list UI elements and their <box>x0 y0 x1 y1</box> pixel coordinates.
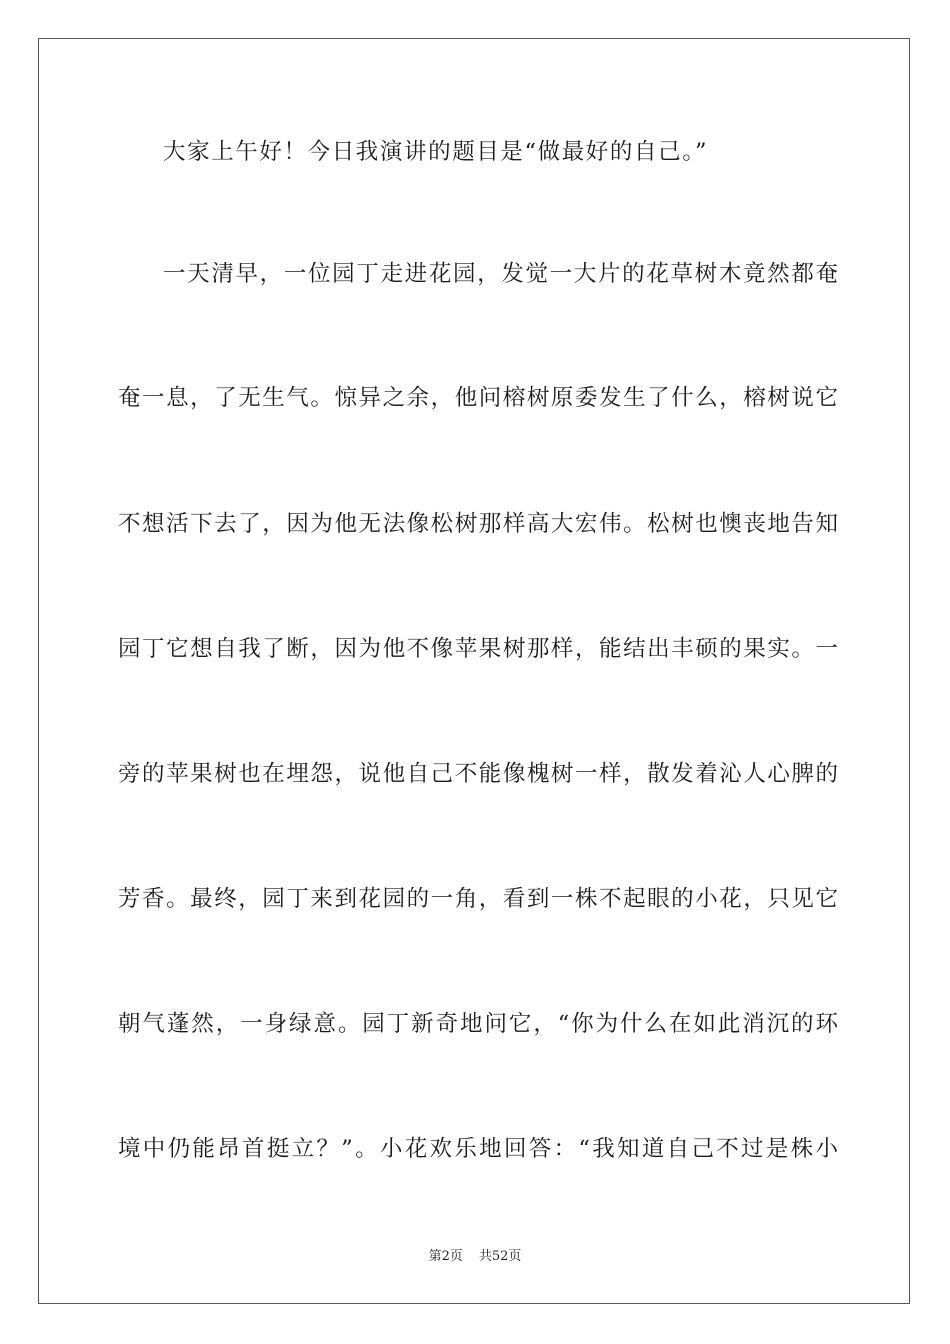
page-footer <box>0 1248 950 1266</box>
text-line-2: 一天清早，一位园丁走进花园，发觉一大片的花草树木竟然都奄 <box>163 261 838 287</box>
page-number: 第2页 <box>428 1249 463 1264</box>
text-line-7: 芳香。最终，园丁来到花园的一角，看到一株不起眼的小花，只见它 <box>118 886 838 912</box>
text-line-5: 园丁它想自我了断，因为他不像苹果树那样，能结出丰硕的果实。一 <box>118 636 838 662</box>
text-line-1: 大家上午好！今日我演讲的题目是“做最好的自己。” <box>163 139 709 165</box>
text-line-4: 不想活下去了，因为他无法像松树那样高大宏伟。松树也懊丧地告知 <box>118 511 838 537</box>
text-line-3: 奄一息，了无生气。惊异之余，他问榕树原委发生了什么，榕树说它 <box>118 385 838 411</box>
page-total: 共52页 <box>478 1249 522 1264</box>
text-line-8: 朝气蓬然，一身绿意。园丁新奇地问它，“你为什么在如此消沉的环 <box>118 1011 838 1037</box>
page-border <box>38 38 910 1304</box>
text-line-9: 境中仍能昂首挺立？”。小花欢乐地回答：“我知道自己不过是株小 <box>118 1136 838 1162</box>
text-line-6: 旁的苹果树也在埋怨，说他自己不能像槐树一样，散发着沁人心脾的 <box>118 761 838 787</box>
